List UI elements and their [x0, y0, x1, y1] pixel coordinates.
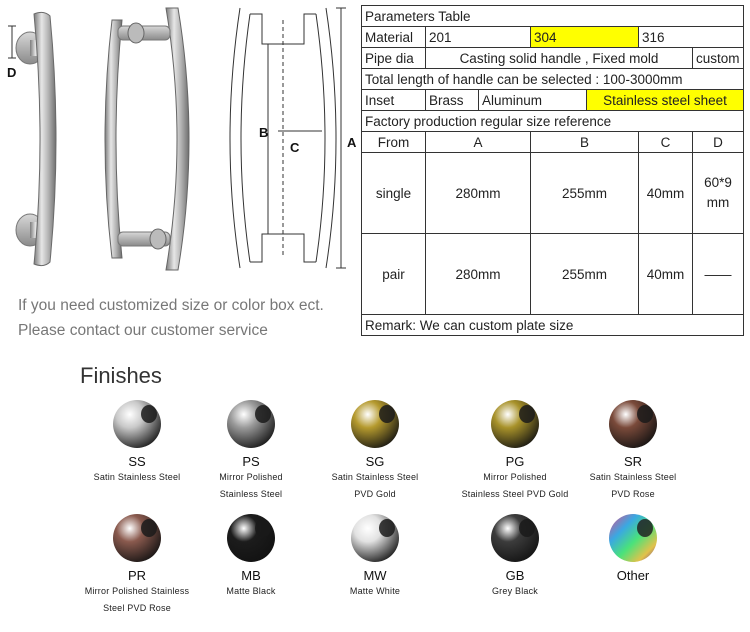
row-single-d: 60*9 mm — [693, 153, 744, 234]
finish-description: Stainless Steel PVD Gold — [461, 489, 569, 499]
finish-ball-icon — [605, 508, 661, 564]
finish-description: Matte Black — [226, 586, 276, 596]
header-c: C — [639, 132, 693, 153]
single-handle-image — [16, 12, 56, 265]
pair-handle-image — [105, 8, 189, 270]
remark: Remark: We can custom plate size — [362, 315, 744, 336]
finish-swatch — [310, 394, 440, 503]
label-c: C — [290, 140, 300, 155]
row-pair-c: 40mm — [639, 234, 693, 315]
finish-ball-icon — [347, 508, 403, 564]
dimension-d — [7, 26, 16, 80]
finish-swatch — [568, 394, 698, 503]
row-single-b: 255mm — [531, 153, 639, 234]
finish-code: Other — [616, 568, 650, 583]
row-pair-d: —— — [693, 234, 744, 315]
pipe-dia-label: Pipe dia — [362, 48, 426, 69]
finish-code: SR — [623, 454, 643, 469]
pipe-custom: custom — [693, 48, 744, 69]
parameters-table — [361, 5, 744, 336]
finish-ball-icon — [109, 508, 165, 564]
factory-reference: Factory production regular size reference — [362, 111, 744, 132]
finish-code: PS — [242, 454, 260, 469]
finish-code: GB — [505, 568, 525, 583]
finish-swatch — [450, 394, 580, 503]
finish-description: Satin Stainless Steel — [331, 472, 419, 482]
finish-ball-icon — [605, 394, 661, 450]
table-row — [362, 153, 744, 234]
finish-description: Stainless Steel — [219, 489, 283, 499]
finish-description: Steel PVD Rose — [103, 603, 171, 613]
header-a: A — [426, 132, 531, 153]
finish-description: PVD Gold — [354, 489, 396, 499]
total-length: Total length of handle can be selected : 100-3000mm — [362, 69, 744, 90]
finish-code: PG — [505, 454, 525, 469]
row-pair-from: pair — [362, 234, 426, 315]
finish-swatch — [186, 394, 316, 503]
material-label: Material — [362, 27, 426, 48]
custom-size-note: If you need customized size or color box ect. — [18, 297, 324, 314]
finish-ball-icon — [487, 394, 543, 450]
finish-description: Satin Stainless Steel — [589, 472, 677, 482]
table-title: Parameters Table — [362, 6, 744, 27]
table-row — [362, 234, 744, 315]
row-single-from: single — [362, 153, 426, 234]
row-single-c: 40mm — [639, 153, 693, 234]
label-a: A — [347, 135, 357, 150]
technical-drawing — [230, 8, 346, 268]
header-from: From — [362, 132, 426, 153]
finish-description: Matte White — [349, 586, 401, 596]
material-201: 201 — [426, 27, 531, 48]
finishes-title: Finishes — [80, 363, 162, 388]
finish-description: Satin Stainless Steel — [93, 472, 181, 482]
finish-swatch — [72, 394, 202, 486]
product-drawings — [0, 0, 360, 280]
pipe-dia-value: Casting solid handle , Fixed mold — [426, 48, 693, 69]
label-b: B — [259, 125, 269, 140]
row-single-a: 280mm — [426, 153, 531, 234]
finish-swatch — [450, 508, 580, 600]
material-316: 316 — [639, 27, 744, 48]
finish-ball-icon — [223, 508, 279, 564]
finish-swatch — [186, 508, 316, 600]
finish-ball-icon — [487, 508, 543, 564]
finish-description: Mirror Polished — [219, 472, 283, 482]
inset-stainless-sheet: Stainless steel sheet — [587, 90, 744, 111]
finish-description: Grey Black — [491, 586, 538, 596]
header-b: B — [531, 132, 639, 153]
row-pair-b: 255mm — [531, 234, 639, 315]
finish-description: PVD Rose — [611, 489, 655, 499]
row-pair-a: 280mm — [426, 234, 531, 315]
inset-brass: Brass — [426, 90, 479, 111]
label-d: D — [7, 65, 17, 80]
finish-swatch — [310, 508, 440, 600]
finish-code: MW — [363, 568, 387, 583]
finish-ball-icon — [347, 394, 403, 450]
finish-swatch — [72, 508, 202, 617]
finish-description: Mirror Polished Stainless — [84, 586, 190, 596]
finish-code: SS — [128, 454, 146, 469]
finish-ball-icon — [223, 394, 279, 450]
finish-swatch — [568, 508, 698, 583]
finish-description: Mirror Polished — [483, 472, 547, 482]
finish-code: PR — [127, 568, 147, 583]
material-304: 304 — [531, 27, 639, 48]
finish-ball-icon — [109, 394, 165, 450]
inset-aluminum: Aluminum — [479, 90, 587, 111]
finish-code: SG — [365, 454, 385, 469]
finish-code: MB — [241, 568, 261, 583]
header-d: D — [693, 132, 744, 153]
inset-label: Inset — [362, 90, 426, 111]
contact-note: Please contact our customer service — [18, 322, 268, 339]
